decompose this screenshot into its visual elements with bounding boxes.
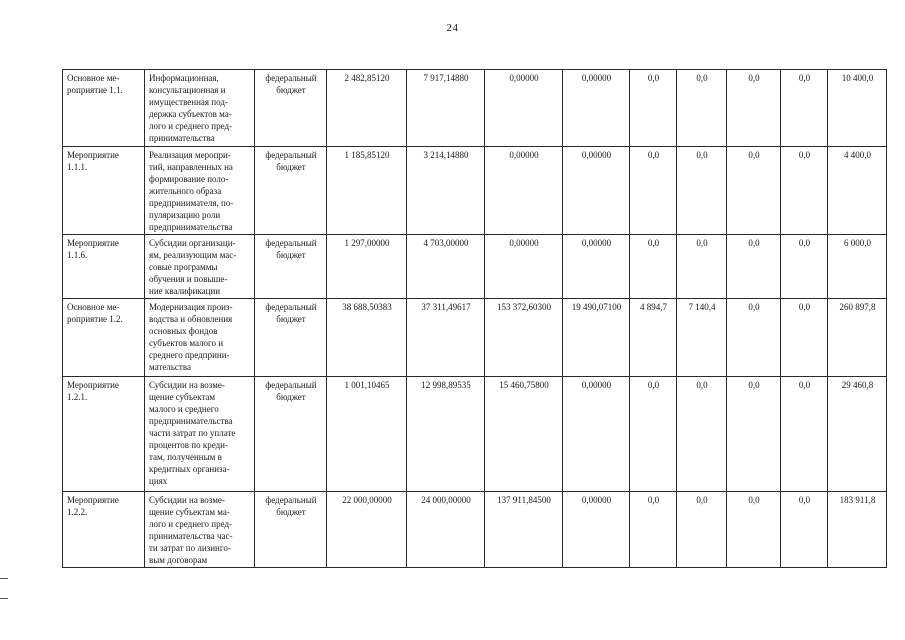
- event-type-cell: Мероприятие 1.1.1.: [63, 147, 145, 235]
- value-cell-year-2016: 19 490,07100: [563, 299, 630, 377]
- value-cell-total: 260 897,8: [828, 299, 887, 377]
- table-row: [63, 147, 887, 235]
- value-cell-year-2019: 0,0: [727, 147, 781, 235]
- value-cell-year-2013: 2 482,85120: [327, 70, 407, 147]
- value-cell-year-2013: 22 000,00000: [327, 492, 407, 568]
- margin-mark: [0, 578, 8, 579]
- value-cell-year-2020: 0,0: [781, 147, 828, 235]
- event-name-cell: Модернизация произ- водства и обновления основных фондов субъектов малого и среднего предприни- мательства: [145, 299, 255, 377]
- margin-mark: [0, 598, 8, 599]
- value-cell-year-2016: 0,00000: [563, 235, 630, 299]
- value-cell-year-2015: 0,00000: [485, 235, 563, 299]
- value-cell-year-2017: 0,0: [630, 377, 677, 492]
- value-cell-year-2020: 0,0: [781, 492, 828, 568]
- value-cell-year-2018: 0,0: [677, 377, 727, 492]
- value-cell-year-2014: 24 000,00000: [407, 492, 485, 568]
- value-cell-year-2020: 0,0: [781, 235, 828, 299]
- value-cell-year-2014: 7 917,14880: [407, 70, 485, 147]
- event-name-cell: Субсидии организаци- ям, реализующим мас- совые программы обучения и повыше- ние квалификации: [145, 235, 255, 299]
- value-cell-year-2019: 0,0: [727, 492, 781, 568]
- event-type-cell: Мероприятие 1.1.6.: [63, 235, 145, 299]
- value-cell-year-2016: 0,00000: [563, 377, 630, 492]
- table-row: [63, 299, 887, 377]
- event-type-cell: Основное ме- роприятие 1.1.: [63, 70, 145, 147]
- funding-source-cell: федеральный бюджет: [255, 70, 327, 147]
- value-cell-year-2013: 1 185,85120: [327, 147, 407, 235]
- value-cell-year-2019: 0,0: [727, 235, 781, 299]
- value-cell-year-2014: 4 703,00000: [407, 235, 485, 299]
- table-row: [63, 235, 887, 299]
- value-cell-year-2018: 7 140,4: [677, 299, 727, 377]
- event-type-cell: Основное ме- роприятие 1.2.: [63, 299, 145, 377]
- value-cell-year-2016: 0,00000: [563, 492, 630, 568]
- value-cell-year-2019: 0,0: [727, 299, 781, 377]
- funding-source-cell: федеральный бюджет: [255, 377, 327, 492]
- value-cell-year-2020: 0,0: [781, 299, 828, 377]
- value-cell-year-2017: 0,0: [630, 70, 677, 147]
- event-name-cell: Реализация меропри- тий, направленных на формирование поло- жительного образа предпринимателя, по- пуляризацию роли предпринимательства: [145, 147, 255, 235]
- value-cell-year-2015: 0,00000: [485, 147, 563, 235]
- funding-source-cell: федеральный бюджет: [255, 299, 327, 377]
- value-cell-year-2013: 1 297,00000: [327, 235, 407, 299]
- funding-source-cell: федеральный бюджет: [255, 492, 327, 568]
- page-number: 24: [446, 22, 459, 34]
- value-cell-year-2017: 0,0: [630, 235, 677, 299]
- value-cell-year-2015: 153 372,60300: [485, 299, 563, 377]
- value-cell-year-2017: 0,0: [630, 492, 677, 568]
- value-cell-year-2018: 0,0: [677, 147, 727, 235]
- table-body: [63, 70, 887, 568]
- value-cell-year-2015: 137 911,84500: [485, 492, 563, 568]
- value-cell-year-2018: 0,0: [677, 70, 727, 147]
- value-cell-year-2019: 0,0: [727, 70, 781, 147]
- table-row: [63, 492, 887, 568]
- budget-table: [62, 69, 887, 568]
- value-cell-year-2020: 0,0: [781, 70, 828, 147]
- value-cell-total: 29 460,8: [828, 377, 887, 492]
- value-cell-total: 183 911,8: [828, 492, 887, 568]
- event-type-cell: Мероприятие 1.2.1.: [63, 377, 145, 492]
- event-name-cell: Субсидии на возме- щение субъектам малого и среднего предпринимательства части затрат по уплате процентов по креди- там, полученным в кредитных организа- циях: [145, 377, 255, 492]
- value-cell-year-2016: 0,00000: [563, 70, 630, 147]
- value-cell-total: 4 400,0: [828, 147, 887, 235]
- value-cell-year-2017: 0,0: [630, 147, 677, 235]
- value-cell-year-2016: 0,00000: [563, 147, 630, 235]
- value-cell-year-2013: 38 688,50383: [327, 299, 407, 377]
- table-row: [63, 70, 887, 147]
- value-cell-year-2013: 1 001,10465: [327, 377, 407, 492]
- event-name-cell: Субсидии на возме- щение субъектам ма- лого и среднего пред- принимательства час- ти затрат по лизинго- вым договорам: [145, 492, 255, 568]
- funding-source-cell: федеральный бюджет: [255, 235, 327, 299]
- value-cell-year-2018: 0,0: [677, 492, 727, 568]
- event-name-cell: Информационная, консультационная и имущественная под- держка субъектов ма- лого и среднего пред- принимательства: [145, 70, 255, 147]
- table-row: [63, 377, 887, 492]
- funding-source-cell: федеральный бюджет: [255, 147, 327, 235]
- value-cell-year-2015: 15 460,75800: [485, 377, 563, 492]
- value-cell-year-2014: 12 998,89535: [407, 377, 485, 492]
- value-cell-year-2019: 0,0: [727, 377, 781, 492]
- value-cell-year-2020: 0,0: [781, 377, 828, 492]
- value-cell-year-2017: 4 894,7: [630, 299, 677, 377]
- value-cell-total: 6 000,0: [828, 235, 887, 299]
- value-cell-year-2015: 0,00000: [485, 70, 563, 147]
- value-cell-year-2018: 0,0: [677, 235, 727, 299]
- value-cell-year-2014: 37 311,49617: [407, 299, 485, 377]
- event-type-cell: Мероприятие 1.2.2.: [63, 492, 145, 568]
- value-cell-year-2014: 3 214,14880: [407, 147, 485, 235]
- value-cell-total: 10 400,0: [828, 70, 887, 147]
